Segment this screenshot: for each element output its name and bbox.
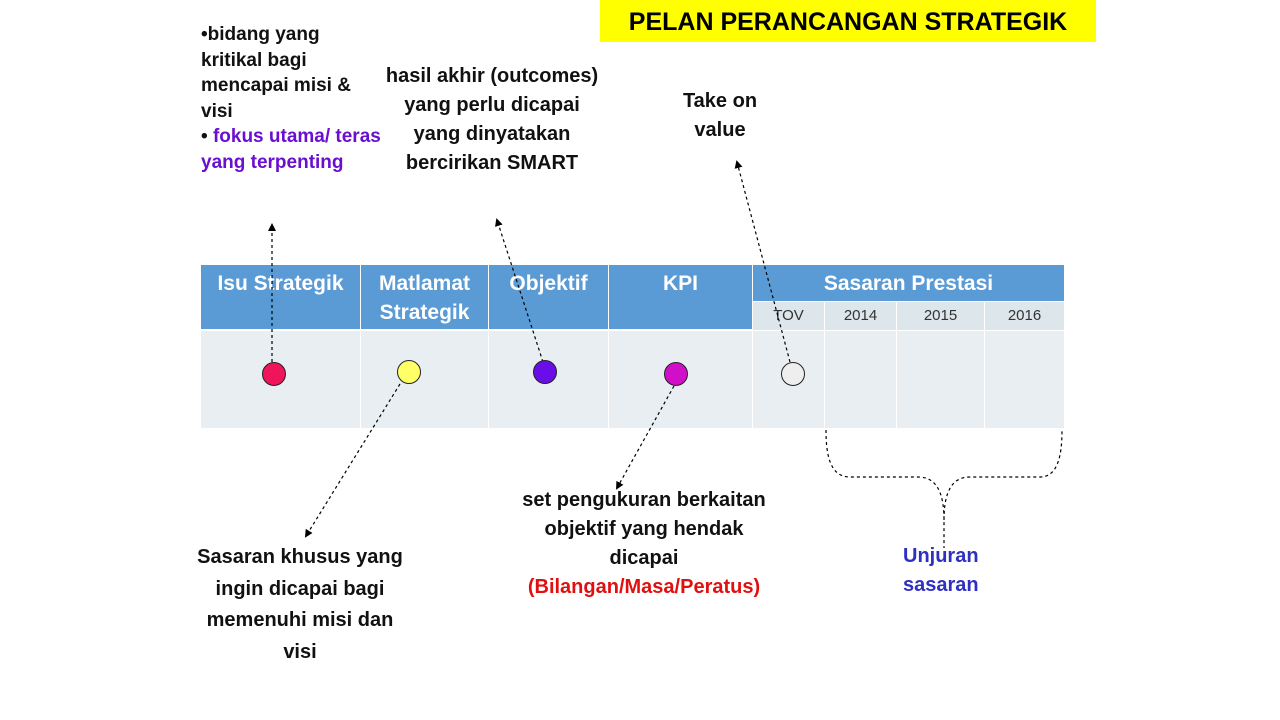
arrow-kpi — [617, 386, 674, 488]
note-kpi-red: (Bilangan/Masa/Peratus) — [527, 576, 761, 598]
note-matlamat: Sasaran khusus yang ingin dicapai bagi memenuhi misi dan visi — [197, 546, 403, 663]
header-objektif-label: Objektif — [509, 272, 588, 295]
note-isu-bullet2-text: fokus utama/ teras yang terpenting — [201, 126, 381, 173]
arrow-objektif — [497, 220, 543, 362]
unjuran-bracket — [826, 430, 1062, 548]
note-isu-bullet2-mark: • — [201, 126, 208, 147]
page-title: PELAN PERANCANGAN STRATEGIK — [600, 0, 1096, 42]
arrow-tov — [737, 162, 790, 362]
dot-matlamat — [397, 360, 421, 384]
note-isu-bullet2 — [201, 124, 381, 175]
note-isu — [201, 22, 381, 175]
header-sasaran-label: Sasaran Prestasi — [823, 272, 994, 295]
dot-tov — [781, 362, 805, 386]
note-unjuran: Unjuran sasaran — [903, 545, 979, 596]
note-kpi — [500, 486, 788, 602]
subheader-2015: 2015 — [897, 302, 984, 330]
note-tov: Take on value — [682, 90, 758, 141]
arrow-matlamat — [306, 384, 400, 536]
dot-kpi — [664, 362, 688, 386]
note-objektif: hasil akhir (outcomes) yang perlu dicapai yang dinyatakan bercirikan SMART — [385, 65, 599, 174]
note-isu-bullet1: •bidang yang kritikal bagi mencapai misi & visi — [201, 24, 351, 122]
subheader-2016: 2016 — [985, 302, 1064, 330]
dot-objektif — [533, 360, 557, 384]
note-kpi-line: set pengukuran berkaitan objektif yang hendak dicapai — [522, 489, 766, 569]
subheader-2014: 2014 — [825, 302, 896, 330]
subheader-tov: TOV — [753, 302, 824, 330]
dot-isu — [262, 362, 286, 386]
header-kpi-label: KPI — [662, 272, 698, 295]
header-matlamat-label: Matlamat Strategik — [378, 272, 471, 324]
header-isu-label: Isu Strategik — [217, 272, 344, 295]
